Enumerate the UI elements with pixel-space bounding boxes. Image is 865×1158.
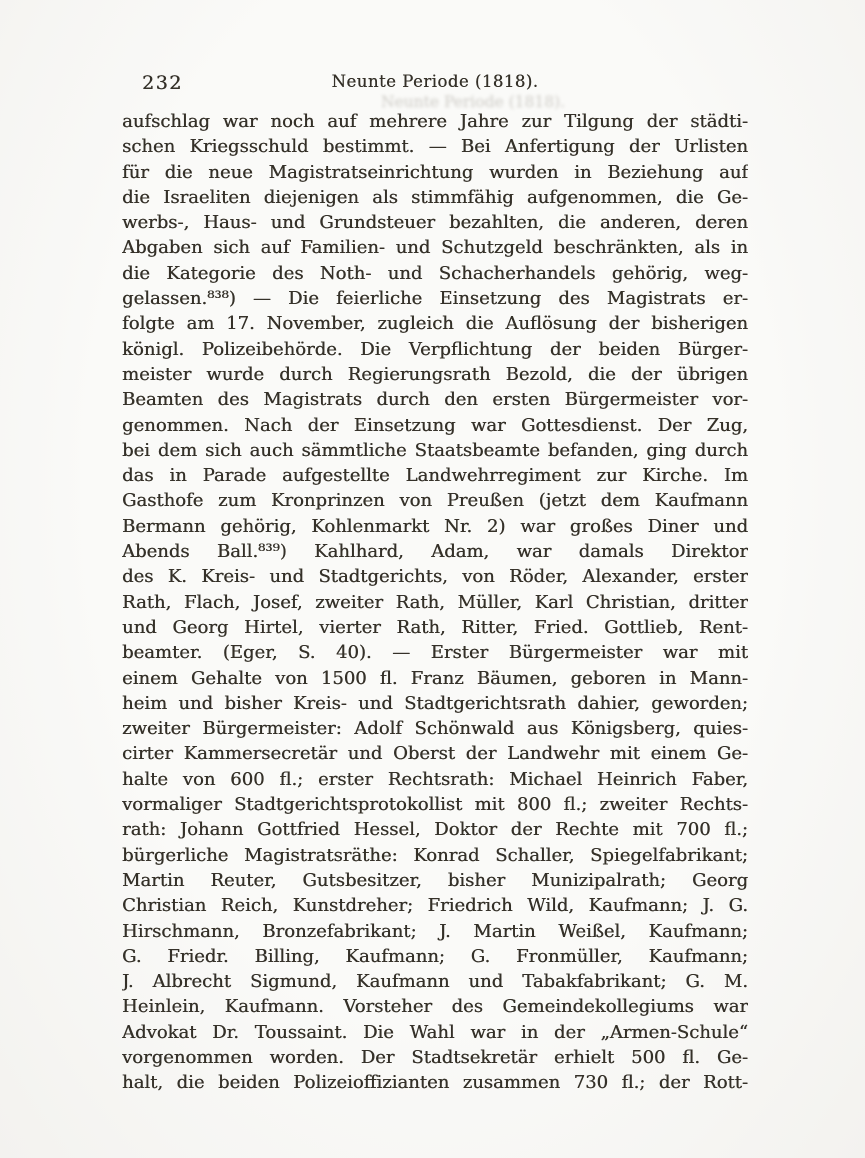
text-line: des K. Kreis- und Stadtgerichts, von Röder, Alexander, erster bbox=[122, 566, 748, 588]
text-line: gelassen.⁸³⁸) — Die feierliche Einsetzung des Magistrats er- bbox=[122, 288, 748, 310]
text-line: folgte am 17. November, zugleich die Auflösung der bisherigen bbox=[122, 313, 748, 335]
text-line: heim und bisher Kreis- und Stadtgerichtsrath dahier, geworden; bbox=[122, 692, 748, 714]
text-line: vormaliger Stadtgerichtsprotokollist mit 800 fl.; zweiter Rechts- bbox=[122, 794, 748, 816]
text-line: die Kategorie des Noth- und Schacherhandels gehörig, weg- bbox=[122, 262, 748, 284]
text-line: genommen. Nach der Einsetzung war Gottesdienst. Der Zug, bbox=[122, 414, 748, 436]
text-line: rath: Johann Gottfried Hessel, Doktor der Rechte mit 700 fl.; bbox=[122, 819, 748, 841]
text-line: aufschlag war noch auf mehrere Jahre zur Tilgung der städti- bbox=[122, 111, 748, 132]
text-line: für die neue Magistratseinrichtung wurden in Beziehung auf bbox=[122, 161, 748, 183]
running-header-title: Neunte Periode (1818). bbox=[331, 72, 539, 91]
text-line: vorgenommen worden. Der Stadtsekretär erhielt 500 fl. Ge- bbox=[122, 1046, 748, 1068]
text-line: schen Kriegsschuld bestimmt. — Bei Anfertigung der Urlisten bbox=[122, 136, 748, 158]
text-line: Hirschmann, Bronzefabrikant; J. Martin Weißel, Kaufmann; bbox=[122, 920, 748, 942]
running-header bbox=[122, 72, 748, 98]
text-line: werbs-, Haus- und Grundsteuer bezahlten, die anderen, deren bbox=[122, 212, 748, 234]
text-line: Rath, Flach, Josef, zweiter Rath, Müller, Karl Christian, dritter bbox=[122, 591, 748, 613]
text-line: die Israeliten diejenigen als stimmfähig aufgenommen, die Ge- bbox=[122, 186, 748, 208]
text-line: G. Friedr. Billing, Kaufmann; G. Fronmüller, Kaufmann; bbox=[122, 945, 748, 967]
text-line: Bermann gehörig, Kohlenmarkt Nr. 2) war großes Diner und bbox=[122, 515, 748, 537]
showthrough-ghost-text: Neunte Periode (1818). bbox=[380, 93, 566, 111]
text-line: einem Gehalte von 1500 fl. Franz Bäumen, geboren in Mann- bbox=[122, 667, 748, 689]
text-line: Abends Ball.⁸³⁹) Kahlhard, Adam, war damals Direktor bbox=[122, 541, 748, 563]
page-text bbox=[122, 109, 748, 1096]
text-line: zweiter Bürgermeister: Adolf Schönwald aus Königsberg, quies- bbox=[122, 718, 748, 740]
text-line: Christian Reich, Kunstdreher; Friedrich Wild, Kaufmann; J. G. bbox=[122, 895, 748, 917]
text-line: Martin Reuter, Gutsbesitzer, bisher Munizipalrath; Georg bbox=[122, 869, 748, 891]
text-line: königl. Polizeibehörde. Die Verpflichtung der beiden Bürger- bbox=[122, 338, 748, 360]
text-line: Beamten des Magistrats durch den ersten Bürgermeister vor- bbox=[122, 389, 748, 411]
page-number: 232 bbox=[142, 72, 183, 94]
text-line: J. Albrecht Sigmund, Kaufmann und Tabakfabrikant; G. M. bbox=[122, 971, 748, 993]
text-line: Gasthofe zum Kronprinzen von Preußen (jetzt dem Kaufmann bbox=[122, 490, 748, 512]
text-line: Advokat Dr. Toussaint. Die Wahl war in der „Armen-Schule“ bbox=[122, 1021, 748, 1043]
text-line: das in Parade aufgestellte Landwehrregiment zur Kirche. Im bbox=[122, 465, 748, 487]
text-line: beamter. (Eger, S. 40). — Erster Bürgermeister war mit bbox=[122, 642, 748, 664]
text-line: halt, die beiden Polizeioffizianten zusammen 730 fl.; der Rott- bbox=[122, 1072, 748, 1094]
text-line: Heinlein, Kaufmann. Vorsteher des Gemeindekollegiums war bbox=[122, 996, 748, 1018]
text-line: bürgerliche Magistratsräthe: Konrad Schaller, Spiegelfabrikant; bbox=[122, 844, 748, 866]
text-line: und Georg Hirtel, vierter Rath, Ritter, Fried. Gottlieb, Rent- bbox=[122, 616, 748, 638]
text-line: halte von 600 fl.; erster Rechtsrath: Michael Heinrich Faber, bbox=[122, 768, 748, 790]
text-line: bei dem sich auch sämmtliche Staatsbeamte befanden, ging durch bbox=[122, 439, 748, 461]
text-line: Abgaben sich auf Familien- und Schutzgeld beschränkten, als in bbox=[122, 237, 748, 259]
text-line: cirter Kammersecretär und Oberst der Landwehr mit einem Ge- bbox=[122, 743, 748, 765]
text-line: meister wurde durch Regierungsrath Bezold, die der übrigen bbox=[122, 363, 748, 385]
